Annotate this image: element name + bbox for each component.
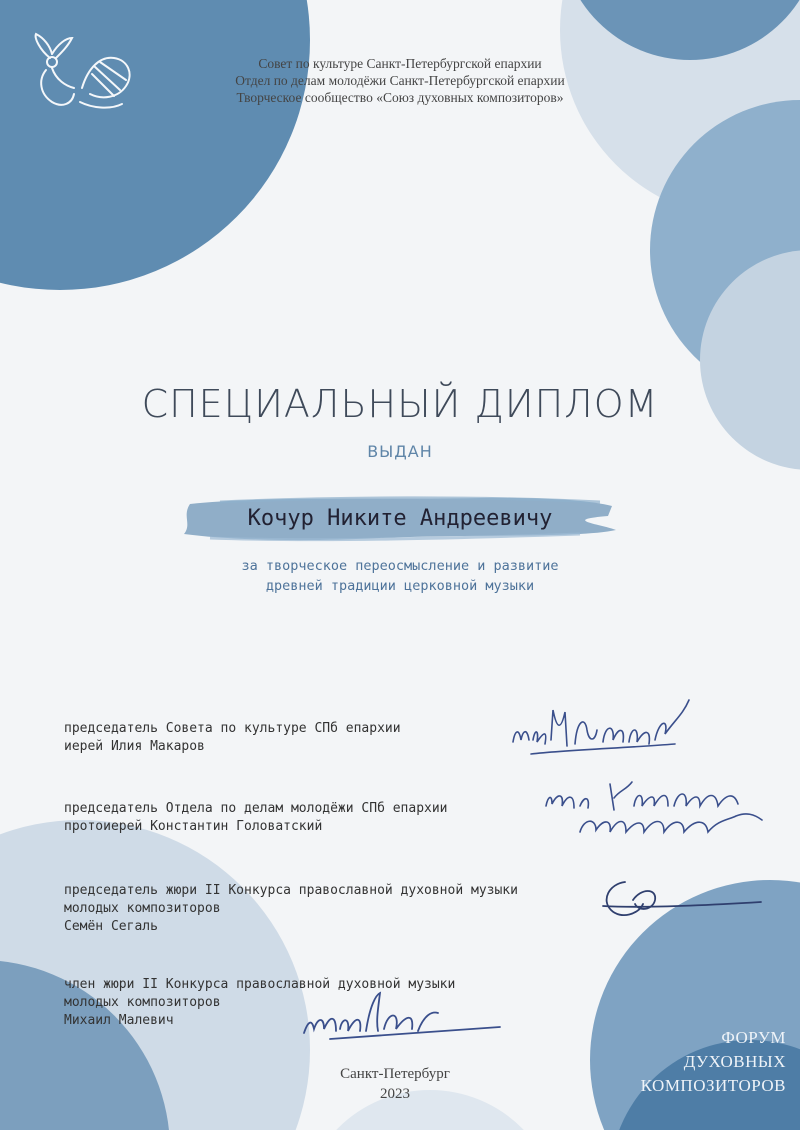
forum-line: ДУХОВНЫХ [683,1052,786,1071]
signature-segal [595,870,765,930]
issuers-header [150,55,650,106]
forum-logo-text [641,1026,786,1098]
signatory-position: молодых композиторов [64,901,221,916]
forum-line: ФОРУМ [721,1028,786,1047]
signature-makarov [505,690,705,770]
issuer-line: Творческое сообщество «Союз духовных композиторов» [236,90,564,105]
signature-malevich [300,985,510,1045]
angel-lyre-emblem-icon [22,28,142,118]
signatory-name: иерей Илия Макаров [64,739,205,754]
reason-line: древней традиции церковной музыки [265,578,535,594]
issued-label: ВЫДАН [367,442,433,461]
signature-golovatsky [540,770,790,840]
year-label: 2023 [380,1086,410,1102]
forum-line: КОМПОЗИТОРОВ [640,1076,786,1095]
signatory-block [64,882,624,936]
signatory-position: председатель жюри II Конкурса православной духовной музыки [64,883,518,898]
signatory-position: председатель Совета по культуре СПб епархии [64,721,401,736]
issuer-line: Отдел по делам молодёжи Санкт-Петербургской епархии [235,73,565,88]
issuer-line: Совет по культуре Санкт-Петербургской епархии [258,56,542,71]
reason-line: за творческое переосмысление и развитие [241,558,559,574]
signatory-name: Семён Сегаль [64,919,158,934]
city-label: Санкт-Петербург [340,1066,450,1082]
signatory-name: протоиерей Константин Головатский [64,819,323,834]
signatory-position: молодых композиторов [64,995,221,1010]
recipient-name: Кочур Никите Андреевичу [247,506,553,531]
signatory-position: член жюри II Конкурса православной духовной музыки [64,977,456,992]
diploma-title: СПЕЦИАЛЬНЫЙ ДИПЛОМ [141,382,659,426]
signatory-position: председатель Отдела по делам молодёжи СПб епархии [64,801,448,816]
signatory-name: Михаил Малевич [64,1013,174,1028]
award-reason [0,556,800,596]
